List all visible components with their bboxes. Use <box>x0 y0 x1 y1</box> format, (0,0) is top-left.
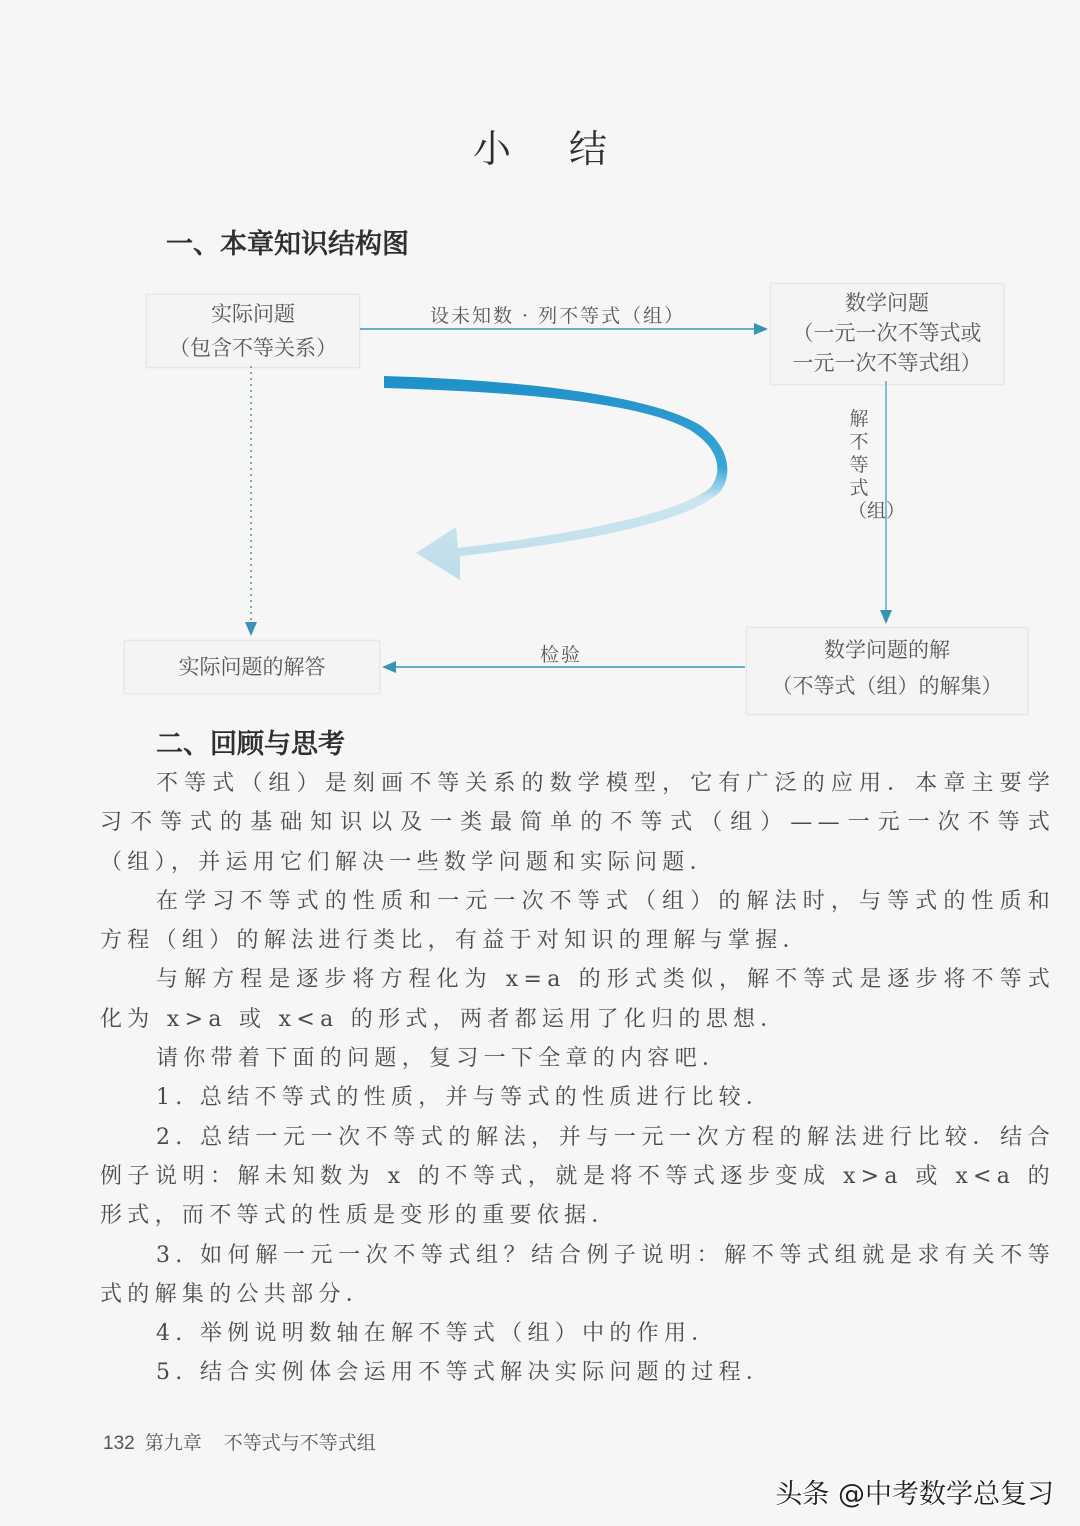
section-heading-review: 二、回顾与思考 <box>156 729 345 760</box>
edge-label-set-unknown: 设未知数 · 列不等式（组） <box>430 305 686 327</box>
knowledge-structure-diagram <box>0 0 1080 720</box>
node-math-solution-title: 数学问题的解 <box>824 638 950 662</box>
chapter-number: 第九章 <box>144 1433 202 1454</box>
node-real-answer-title: 实际问题的解答 <box>178 655 326 679</box>
page-title: 小结 <box>472 127 665 171</box>
paragraph-analogy: 在学习不等式的性质和一元一次不等式（组）的解法时，与等式的性质和方程（组）的解法进行类比，有益于对知识的理解与掌握． <box>100 888 1055 954</box>
review-body <box>100 764 1055 1393</box>
watermark: 头条 @中考数学总复习 <box>775 1479 1054 1510</box>
page-footer <box>103 1428 386 1455</box>
node-real-problem-subtitle: （包含不等关系） <box>169 336 337 360</box>
chapter-title: 不等式与不等式组 <box>223 1433 376 1454</box>
paragraph-reduction: 与解方程是逐步将方程化为 x=a 的形式类似，解不等式是逐步将不等式化为 x>a 或 x<a 的形式，两者都运用了化归的思想． <box>100 967 1055 1032</box>
question-1: 1. 总结不等式的性质，并与等式的性质进行比较． <box>156 1085 774 1111</box>
node-math-problem-subtitle-1: （一元一次不等式或 <box>792 321 982 345</box>
node-math-problem-title: 数学问题 <box>845 291 929 315</box>
paragraph-prompt: 请你带着下面的问题，复习一下全章的内容吧． <box>156 1046 730 1072</box>
section-heading-structure: 一、本章知识结构图 <box>166 229 409 260</box>
question-3: 3. 如何解一元一次不等式组？结合例子说明：解不等式组就是求有关不等式的解集的公共部分． <box>100 1242 1055 1307</box>
node-real-problem-title: 实际问题 <box>211 302 295 326</box>
node-math-solution-subtitle: （不等式（组）的解集） <box>771 674 1003 698</box>
question-2: 2. 总结一元一次不等式的解法，并与一元一次方程的解法进行比较．结合例子说明：解未知数为 x 的不等式，就是将不等式逐步变成 x>a 或 x<a 的形式，而不等式的性质是变形的重要依据． <box>100 1124 1055 1229</box>
edge-label-solve: 解不等式（组） <box>848 408 906 522</box>
question-5: 5. 结合实例体会运用不等式解决实际问题的过程． <box>156 1360 774 1386</box>
curved-arrow-icon <box>384 376 727 580</box>
diagram-connectors <box>0 0 1080 720</box>
question-4: 4. 举例说明数轴在解不等式（组）中的作用． <box>156 1321 719 1347</box>
node-math-problem-subtitle-2: 一元一次不等式组） <box>792 351 982 375</box>
page-number: 132 <box>103 1433 135 1454</box>
edge-label-verify: 检验 <box>540 644 583 666</box>
paragraph-intro: 不等式（组）是刻画不等关系的数学模型，它有广泛的应用．本章主要学习不等式的基础知识以及一类最简单的不等式（组）——一元一次不等式（组），并运用它们解决一些数学问题和实际问题． <box>100 771 1055 875</box>
